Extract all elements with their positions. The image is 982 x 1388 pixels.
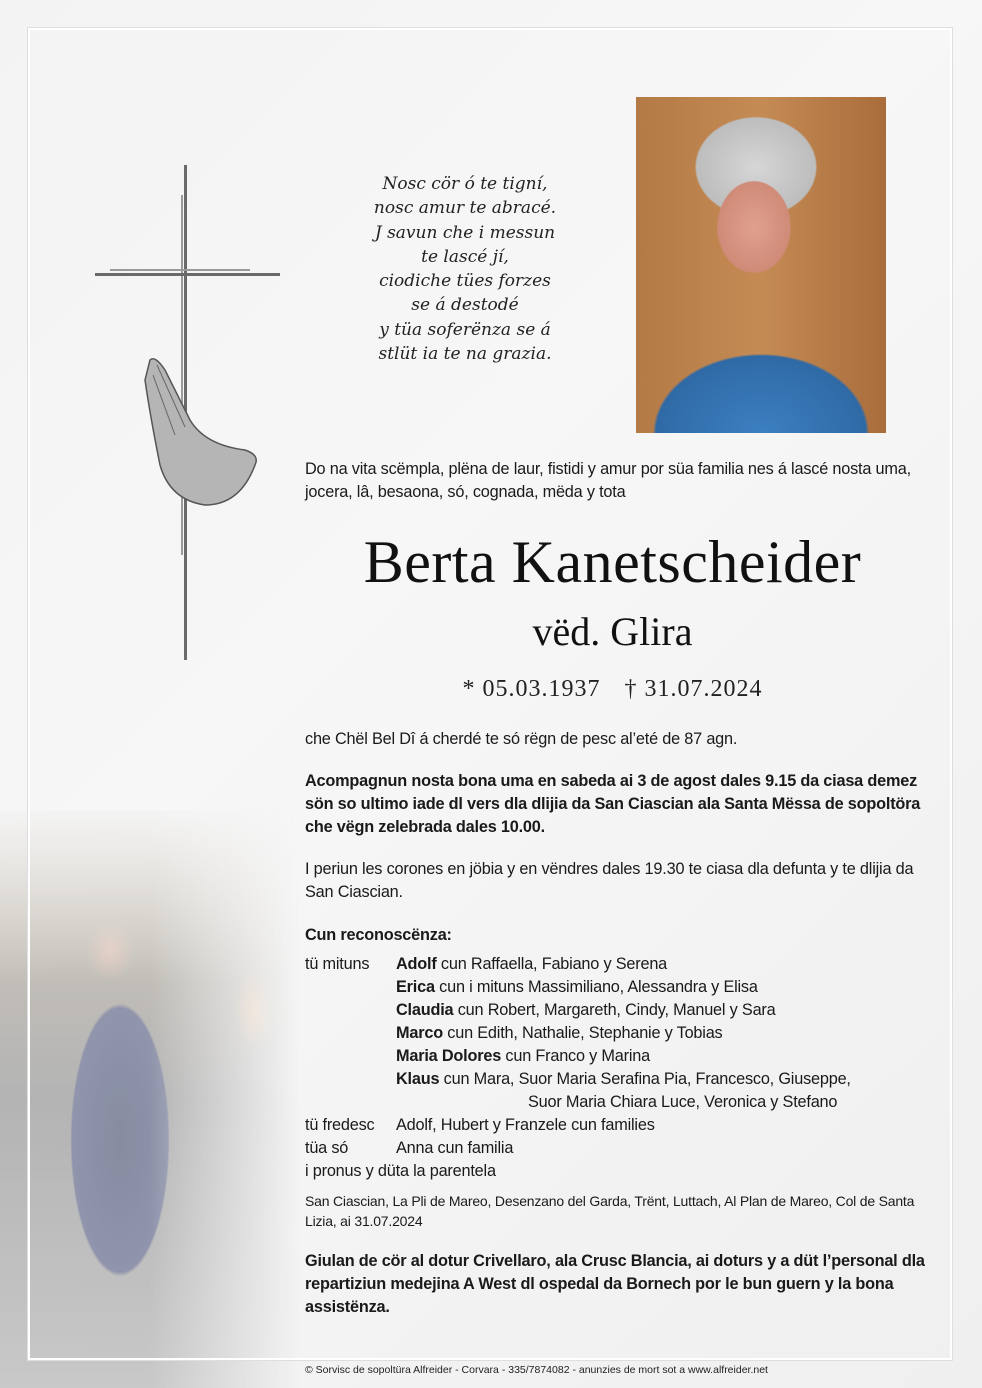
list-item [396,999,925,1022]
married-name: vëd. Glira [532,609,693,654]
list-item-continuation: Suor Maria Chiara Luce, Veronica y Stefano [528,1093,838,1111]
age-text: che Chël Bel Dî á cherdé te só rëgn de pesc al’eté de 87 agn. [305,730,738,748]
relatives: i pronus y düta la parentela [305,1162,496,1180]
list-item [396,1068,925,1091]
life-dates [300,676,925,703]
poem-line: stlüt ia te na grazia. [378,344,552,365]
child-name: Claudia [396,1001,454,1019]
child-family: cun Raffaella, Fabiano y Serena [436,955,668,973]
list-item [396,976,925,999]
poem-line: nosc amur te abracé. [373,198,557,219]
poem-line: te lascé jí, [421,246,509,267]
child-family: cun Mara, Suor Maria Serafina Pia, Francesco, Giuseppe, [439,1070,851,1088]
poem-line: Nosc cör ó te tigní, [382,174,548,194]
family-label: tüa só [305,1139,349,1157]
list-item [396,953,925,976]
poem-line: J savun che i messun [374,222,556,243]
family-list [305,953,925,1183]
list-item [396,1022,925,1045]
poem-line: ciodiche tües forzes [379,271,551,292]
cross-with-praying-hands-icon [95,165,280,660]
child-family: cun Edith, Nathalie, Stephanie y Tobias [442,1024,723,1042]
child-family: cun Robert, Margareth, Cindy, Manuel y Sara [453,1001,776,1019]
funeral-text: Acompagnun nosta bona uma en sabeda ai 3 de agost dales 9.15 da ciasa demez sön so ultimo iade dl vers dla dlijia da San Ciascian ala Santa Mëssa de sopoltöra che vëgn zelebrada dales 10.00. [305,772,921,836]
family-label: tü fredesc [305,1116,375,1134]
intro-text: Do na vita scëmpla, plëna de laur, fistidi y amur por süa familia nes á lascé nosta uma, jocera, lâ, besaona, só, cognada, mëda y tota [305,460,911,501]
family-label: tü mituns [305,955,370,973]
thanks-heading: Cun reconoscënza: [305,926,452,944]
grandchildren-list [396,953,925,1114]
child-name: Klaus [396,1070,440,1088]
child-family: cun Franco y Marina [501,1047,651,1065]
birth-date: * 05.03.1937 [462,676,601,702]
gratitude-text: Giulan de cör al dotur Crivellaro, ala Crusc Blancia, ai doturs y a düt l’personal dla repartiziun medejina A West dl ospedal da Bornech por le bun guern y la bona assistënza. [305,1252,925,1316]
child-family: cun i mituns Massimiliano, Alessandra y Elisa [434,978,758,996]
child-name: Marco [396,1024,443,1042]
footer-credit: © Sorvisc de sopoltüra Alfreider - Corvara - 335/7874082 - anunzies de mort sot a www.alfreider.net [305,1364,768,1376]
brothers: Adolf, Hubert y Franzele cun families [396,1116,655,1134]
child-name: Erica [396,978,435,996]
rosary-text: I periun les corones en jöbia y en vëndres dales 19.30 te ciasa dla defunta y te dlijia da San Ciascian. [305,860,914,901]
sister: Anna cun familia [396,1139,514,1157]
poem [330,172,600,366]
places-date: San Ciascian, La Pli de Mareo, Desenzano del Garda, Trënt, Luttach, Al Plan de Mareo, Col de Santa Lizia, ai 31.07.2024 [305,1193,915,1229]
poem-line: se á destodé [411,295,519,316]
list-item [396,1045,925,1068]
child-name: Adolf [396,955,437,973]
child-name: Maria Dolores [396,1047,502,1065]
death-date: † 31.07.2024 [624,676,763,702]
poem-line: y tüa soferënza se á [379,319,551,340]
deceased-name: Berta Kanetscheider [363,529,862,595]
portrait-photo [636,97,886,433]
